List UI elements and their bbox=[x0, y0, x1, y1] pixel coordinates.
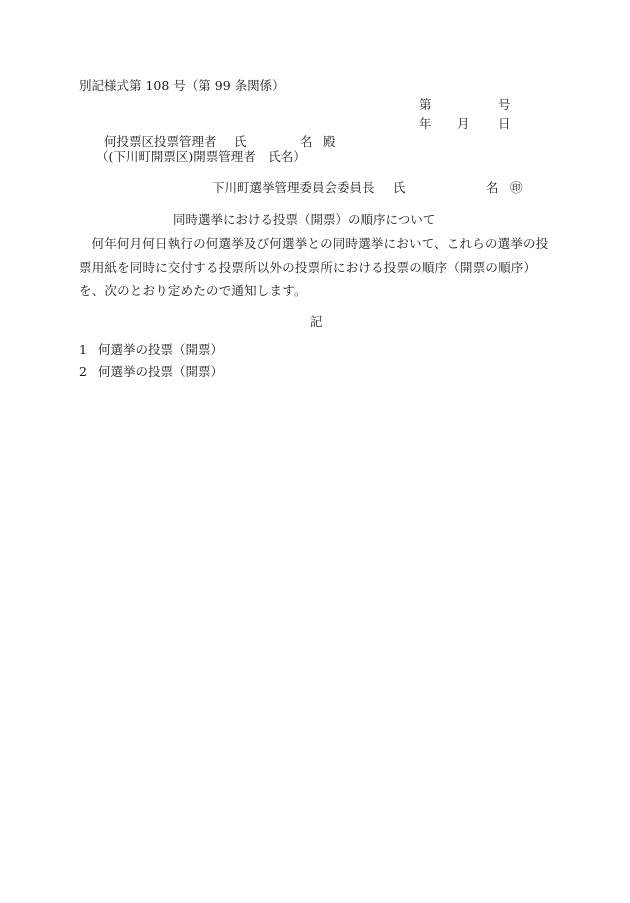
list-item-number: 1 bbox=[79, 342, 87, 357]
list-item: 何選挙の投票（開票） bbox=[98, 342, 224, 357]
sender-mei: 名 bbox=[486, 180, 499, 195]
form-reference: 別記様式第 108 号（第 99 条関係） bbox=[79, 78, 285, 93]
addressee-honorific: 殿 bbox=[323, 134, 336, 149]
date-year: 年 bbox=[419, 116, 432, 131]
addressee-mei: 名 bbox=[300, 134, 313, 149]
addressee-line2: （(下川町開票区)開票管理者 氏名） bbox=[96, 149, 306, 164]
sender-title: 下川町選挙管理委員会委員長 bbox=[212, 180, 375, 195]
doc-number-prefix: 第 bbox=[419, 97, 432, 112]
ki-heading: 記 bbox=[310, 314, 323, 329]
addressee-shi: 氏 bbox=[234, 134, 247, 149]
subject-heading: 同時選挙における投票（開票）の順序について bbox=[173, 212, 436, 227]
date-month: 月 bbox=[457, 116, 470, 131]
date-day: 日 bbox=[498, 116, 511, 131]
sender-seal: ㊞ bbox=[510, 180, 523, 195]
body-paragraph: 何年何月何日執行の何選挙及び何選挙との同時選挙において、これらの選挙の投票用紙を同時に交付する投票所以外の投票所における投票の順序（開票の順序）を、次のとおり定めたので通知します。 bbox=[79, 236, 549, 298]
addressee-title: 何投票区投票管理者 bbox=[104, 134, 217, 149]
list-item-number: 2 bbox=[79, 364, 87, 379]
sender-shi: 氏 bbox=[393, 180, 406, 195]
list-item: 何選挙の投票（開票） bbox=[98, 364, 224, 379]
doc-number-suffix: 号 bbox=[498, 97, 511, 112]
